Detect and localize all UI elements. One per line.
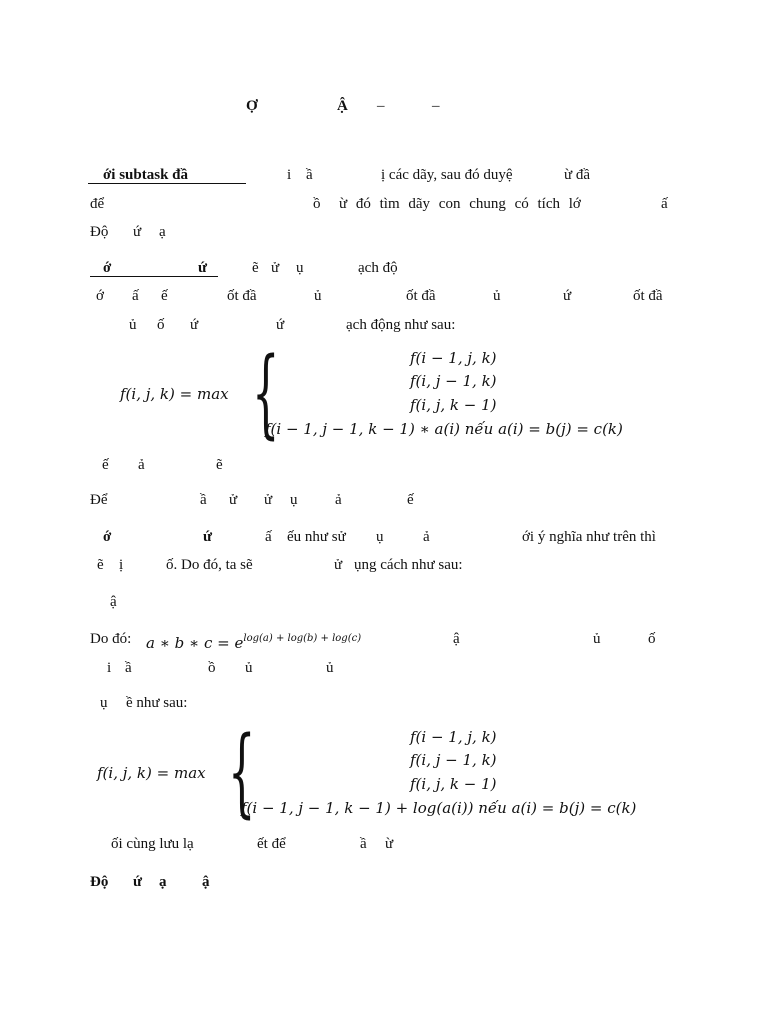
text-fragment: ủ — [314, 288, 322, 304]
formula-exponent: log(a) + log(b) + log(c) — [243, 633, 362, 644]
text-fragment: ốt đầ — [406, 288, 436, 304]
text-fragment: ứ — [276, 317, 285, 333]
heading-underline — [90, 276, 218, 277]
text-fragment: ồ — [313, 196, 321, 212]
heading-underline — [88, 183, 246, 184]
text-fragment: ử — [271, 260, 280, 276]
formula-inline — [146, 630, 361, 652]
text-fragment: ử — [334, 557, 343, 573]
paragraph-6: ậ — [110, 594, 117, 610]
formula-case: f(i − 1, j − 1, k − 1) + log(a(i)) nếu a(i) = b(j) = c(k) — [241, 799, 637, 817]
text-fragment: ế — [161, 288, 168, 304]
text-fragment: ứ — [563, 288, 572, 304]
text-fragment: ạ — [159, 224, 166, 240]
text-fragment: ẽ — [97, 557, 104, 573]
subtask-heading: ới subtask đầ — [103, 167, 189, 183]
text-fragment: ớ — [96, 288, 104, 304]
text-fragment: ẽ — [252, 260, 259, 276]
text-fragment: ừ — [385, 836, 394, 852]
title-part: Ợ — [246, 98, 258, 114]
text-fragment: ầ — [306, 167, 313, 183]
text-fragment: ứ — [198, 260, 208, 276]
title-part: – — [432, 98, 440, 114]
text-fragment: để — [90, 196, 105, 212]
text-fragment: Độ — [90, 224, 109, 240]
text-fragment: Độ — [90, 874, 109, 890]
text-fragment: ết để — [257, 836, 286, 852]
text-fragment: ứ — [133, 224, 142, 240]
text-fragment: ừ đó tìm dãy con chung có tích lớ — [339, 196, 581, 212]
text-fragment: ứ — [190, 317, 199, 333]
text-fragment: ụ — [376, 529, 384, 545]
formula-expr: a ∗ b ∗ c = e — [146, 634, 244, 652]
text-fragment: ố. Do đó, ta sẽ — [166, 557, 253, 573]
text-fragment: ớ — [103, 529, 112, 545]
text-fragment: ả — [138, 457, 145, 473]
formula-case: f(i − 1, j − 1, k − 1) ∗ a(i) nếu a(i) = b(j) = c(k) — [265, 420, 623, 438]
text-fragment: ừ đầ — [564, 167, 591, 183]
text-fragment: ị — [119, 557, 124, 573]
text-fragment: ấ — [661, 196, 668, 212]
text-fragment: ủ — [326, 660, 334, 676]
title-part: – — [377, 98, 385, 114]
text-fragment: ầ — [125, 660, 132, 676]
text-fragment: ếu như sử — [287, 529, 346, 545]
text-fragment: ử — [229, 492, 238, 508]
text-fragment: ậ — [202, 874, 210, 890]
formula-case: f(i, j, k − 1) — [410, 396, 497, 414]
text-fragment: ầ — [360, 836, 367, 852]
text-fragment: ế — [102, 457, 109, 473]
text-fragment: ạ — [159, 874, 167, 890]
text-fragment: ớ — [103, 260, 112, 276]
text-fragment: ả — [423, 529, 430, 545]
text-fragment: ố — [157, 317, 165, 333]
text-fragment: ủ — [245, 660, 253, 676]
text-fragment: ẽ — [216, 457, 223, 473]
formula-case: f(i, j − 1, k) — [410, 372, 497, 390]
text-fragment: ả — [335, 492, 342, 508]
text-fragment: Do đó: — [90, 631, 132, 647]
text-fragment: ử — [264, 492, 273, 508]
formula-case: f(i, j − 1, k) — [410, 751, 497, 769]
text-fragment: ậ — [453, 631, 460, 647]
text-fragment: ủ — [129, 317, 137, 333]
text-fragment: ụ — [290, 492, 298, 508]
formula-case: f(i − 1, j, k) — [410, 728, 497, 746]
left-brace: { — [252, 337, 280, 449]
text-fragment: i — [287, 167, 292, 183]
formula-case: f(i − 1, j, k) — [410, 349, 497, 367]
text-fragment: ủ — [493, 288, 501, 304]
formula-case: f(i, j, k − 1) — [410, 775, 497, 793]
text-fragment: Để — [90, 492, 108, 508]
text-fragment: ụ — [296, 260, 304, 276]
text-fragment: ứ — [133, 874, 143, 890]
text-fragment: ạch động như sau: — [346, 317, 456, 333]
text-fragment: ạch độ — [358, 260, 398, 276]
text-fragment: ủ — [593, 631, 601, 647]
text-fragment: ồ — [208, 660, 216, 676]
text-fragment: ứ — [203, 529, 213, 545]
formula-lhs: f(i, j, k) = max — [97, 764, 206, 782]
text-fragment: ới ý nghĩa như trên thì — [522, 529, 656, 545]
left-brace: { — [228, 716, 256, 828]
formula-lhs: f(i, j, k) = max — [120, 385, 229, 403]
text-fragment: ề như sau: — [126, 695, 188, 711]
text-fragment: ụ — [100, 695, 108, 711]
text-fragment: ố — [648, 631, 656, 647]
text-fragment: ầ — [200, 492, 207, 508]
text-fragment: ị các dãy, sau đó duyệ — [381, 167, 513, 183]
title-part: Ậ — [337, 98, 348, 114]
text-fragment: i — [107, 660, 112, 676]
text-fragment: ối cùng lưu lạ — [111, 836, 194, 852]
text-fragment: ế — [407, 492, 414, 508]
text-fragment: ấ — [132, 288, 139, 304]
text-fragment: ấ — [265, 529, 272, 545]
text-fragment: ốt đầ — [633, 288, 663, 304]
text-fragment: ốt đầ — [227, 288, 257, 304]
text-fragment: ụng cách như sau: — [354, 557, 463, 573]
